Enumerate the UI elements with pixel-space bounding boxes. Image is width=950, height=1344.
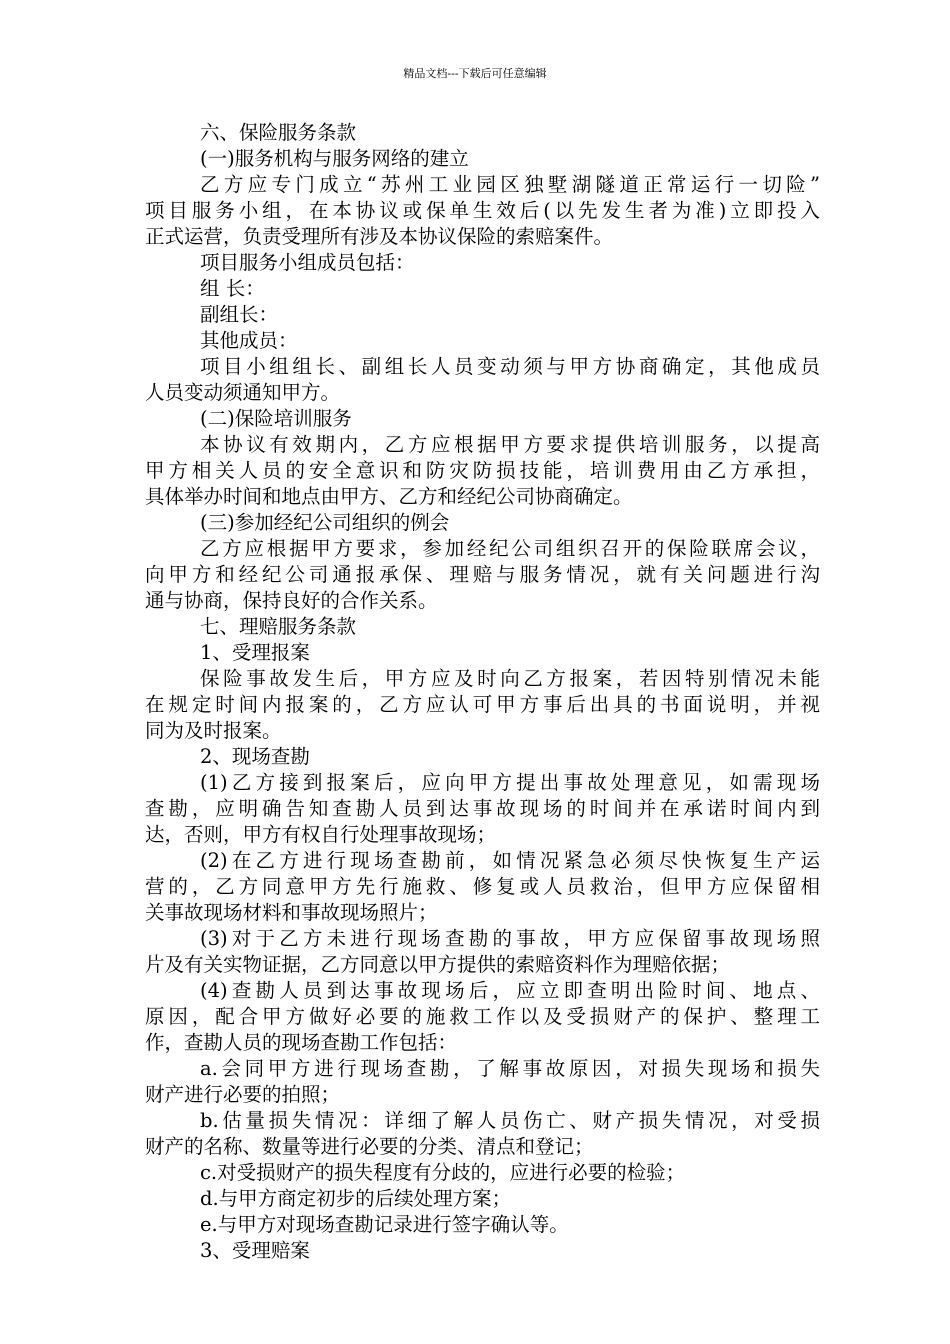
list-item-line: a.会同甲方进行现场查勘，了解事故原因，对损失现场和损失 — [200, 1057, 820, 1080]
member-label: 其他成员： — [200, 329, 298, 352]
paragraph-line: 在规定时间内报案的，乙方应认可甲方事后出具的书面说明，并视 — [145, 693, 820, 716]
paragraph-line: 甲方相关人员的安全意识和防灾防损技能，培训费用由乙方承担， — [145, 459, 820, 482]
paragraph-line: 查勘，应明确告知查勘人员到达事故现场的时间并在承诺时间内到 — [145, 797, 820, 820]
paragraph-line: 同为及时报案。 — [145, 719, 282, 742]
paragraph-line: 营的，乙方同意甲方先行施救、修复或人员救治，但甲方应保留相 — [145, 875, 820, 898]
paragraph-line: 本协议有效期内，乙方应根据甲方要求提供培训服务，以提高 — [200, 433, 820, 456]
paragraph-line: 原因，配合甲方做好必要的施救工作以及受损财产的保护、整理工 — [145, 1005, 820, 1028]
paragraph-line: 保险事故发生后，甲方应及时向乙方报案，若因特别情况未能 — [200, 667, 820, 690]
paragraph-line: (4)查勘人员到达事故现场后，应立即查明出险时间、地点、 — [200, 979, 820, 1002]
list-item-line: e.与甲方对现场查勘记录进行签字确认等。 — [200, 1213, 569, 1236]
subsection-heading: (一)服务机构与服务网络的建立 — [200, 147, 469, 170]
list-item-line: 财产的名称、数量等进行必要的分类、清点和登记； — [145, 1135, 594, 1158]
paragraph-line: 通与协商，保持良好的合作关系。 — [145, 589, 438, 612]
subsection-heading: 1、受理报案 — [200, 641, 310, 664]
subsection-heading: (三)参加经纪公司组织的例会 — [200, 511, 450, 534]
paragraph-line: 乙方应根据甲方要求，参加经纪公司组织召开的保险联席会议， — [200, 537, 820, 560]
paragraph-line: (1)乙方接到报案后，应向甲方提出事故处理意见，如需现场 — [200, 771, 820, 794]
paragraph-line: (3)对于乙方未进行现场查勘的事故，甲方应保留事故现场照 — [200, 927, 820, 950]
paragraph-line: 人员变动须通知甲方。 — [145, 381, 341, 404]
page-header: 精品文档---下载后可任意编辑 — [403, 67, 547, 80]
paragraph-line: 项目服务小组，在本协议或保单生效后(以先发生者为准)立即投入 — [145, 199, 820, 222]
paragraph-line: 片及有关实物证据，乙方同意以甲方提供的索赔资料作为理赔依据； — [145, 953, 731, 976]
paragraph-line: 关事故现场材料和事故现场照片； — [145, 901, 438, 924]
paragraph-line: 正式运营，负责受理所有涉及本协议保险的索赔案件。 — [145, 225, 614, 248]
paragraph-line: 达，否则，甲方有权自行处理事故现场； — [145, 823, 497, 846]
list-item-line: b.估量损失情况：详细了解人员伤亡、财产损失情况，对受损 — [200, 1109, 820, 1132]
subsection-heading: 3、受理赔案 — [200, 1239, 310, 1262]
paragraph-line: 项目小组组长、副组长人员变动须与甲方协商确定，其他成员 — [200, 355, 820, 378]
member-label: 副组长： — [200, 303, 279, 326]
paragraph-line: 乙方应专门成立“苏州工业园区独墅湖隧道正常运行一切险” — [200, 173, 820, 196]
paragraph-line: 向甲方和经纪公司通报承保、理赔与服务情况，就有关问题进行沟 — [145, 563, 820, 586]
list-item-line: c.对受损财产的损失程度有分歧的，应进行必要的检验； — [200, 1161, 686, 1184]
paragraph-line: 项目服务小组成员包括： — [200, 251, 415, 274]
paragraph-line: (2)在乙方进行现场查勘前，如情况紧急必须尽快恢复生产运 — [200, 849, 820, 872]
subsection-heading: 2、现场查勘 — [200, 745, 310, 768]
section-heading: 七、理赔服务条款 — [200, 615, 357, 638]
list-item-line: 财产进行必要的拍照； — [145, 1083, 341, 1106]
section-heading: 六、保险服务条款 — [200, 121, 357, 144]
list-item-line: d.与甲方商定初步的后续处理方案； — [200, 1187, 512, 1210]
paragraph-line: 具体举办时间和地点由甲方、乙方和经纪公司协商确定。 — [145, 485, 633, 508]
member-label: 组 长： — [200, 277, 265, 300]
paragraph-line: 作，查勘人员的现场查勘工作包括： — [145, 1031, 458, 1054]
subsection-heading: (二)保险培训服务 — [200, 407, 352, 430]
